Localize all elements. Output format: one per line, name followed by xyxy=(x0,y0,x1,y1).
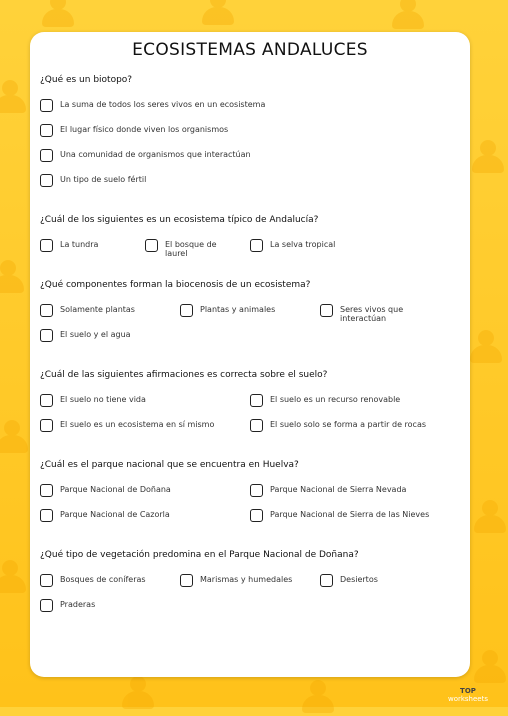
checkbox[interactable] xyxy=(40,149,53,162)
checkbox[interactable] xyxy=(40,174,53,187)
checkbox[interactable] xyxy=(250,484,263,497)
question-1: ¿Qué es un biotopo? xyxy=(40,75,133,85)
background-figure-icon xyxy=(0,80,28,116)
question-3: ¿Qué componentes forman la biocenosis de un ecosistema? xyxy=(40,280,311,290)
checkbox[interactable] xyxy=(40,304,53,317)
checkbox[interactable] xyxy=(40,124,53,137)
question-6: ¿Qué tipo de vegetación predomina en el Parque Nacional de Doñana? xyxy=(40,550,359,560)
background-figure-icon xyxy=(120,676,156,712)
background-figure-icon xyxy=(300,680,336,716)
checkbox[interactable] xyxy=(320,304,333,317)
checkbox[interactable] xyxy=(40,329,53,342)
background-figure-icon xyxy=(470,140,506,176)
background-figure-icon xyxy=(0,260,26,296)
worksheet-card: ECOSISTEMAS ANDALUCES ¿Qué es un biotopo? La suma de todos los seres vivos en un ecosistema El lugar físico donde viven los organismos Una comunidad de organismos que interactúan Un tipo de suelo fértil ¿Cuál de los siguientes es un ecosistema típico de Andalucía? La tundra El bosque de laurel La selva tropical ¿Qué componentes forman la biocenosis de un ecosistema? Solamente plantas Plantas y animales Seres vivos que interactúan El suelo y el agua ¿Cuál de las siguientes afirmaciones es correcta sobre el suelo? El suelo no tiene vida El suelo es un recurso renovable El suelo es un ecosistema en sí mismo El suelo solo se forma a partir de rocas ¿Cuál es el parque nacional que se encuentra en Huelva? Parque Nacional de Doñana Parque Nacional de Sierra Nevada Parque Nacional de Cazorla Parque Nacional de Sierra de las Nieves ¿Qué tipo de vegetación predomina en el Parque Nacional de Doñana? Bosques de coníferas Marismas y humedales Desiertos Praderas xyxy=(30,32,470,677)
checkbox[interactable] xyxy=(40,484,53,497)
background-figure-icon xyxy=(0,420,30,456)
question-5: ¿Cuál es el parque nacional que se encuentra en Huelva? xyxy=(40,460,299,470)
checkbox[interactable] xyxy=(250,509,263,522)
checkbox[interactable] xyxy=(40,419,53,432)
question-2: ¿Cuál de los siguientes es un ecosistema típico de Andalucía? xyxy=(40,215,319,225)
brand-logo-top: TOP xyxy=(460,687,476,695)
checkbox[interactable] xyxy=(40,394,53,407)
brand-logo-bottom: worksheets xyxy=(447,695,488,703)
checkbox[interactable] xyxy=(40,239,53,252)
background-figure-icon xyxy=(200,0,236,28)
checkbox[interactable] xyxy=(180,574,193,587)
checkbox[interactable] xyxy=(250,239,263,252)
checkbox[interactable] xyxy=(40,574,53,587)
background-figure-icon xyxy=(472,650,508,686)
question-4: ¿Cuál de las siguientes afirmaciones es correcta sobre el suelo? xyxy=(40,370,328,380)
checkbox[interactable] xyxy=(180,304,193,317)
background-figure-icon xyxy=(40,0,76,30)
worksheet-title: ECOSISTEMAS ANDALUCES xyxy=(132,40,368,60)
checkbox[interactable] xyxy=(250,394,263,407)
background-figure-icon xyxy=(468,330,504,366)
background-figure-icon xyxy=(472,500,508,536)
checkbox[interactable] xyxy=(40,599,53,612)
background-figure-icon xyxy=(390,0,426,32)
checkbox[interactable] xyxy=(145,239,158,252)
checkbox[interactable] xyxy=(40,99,53,112)
background-figure-icon xyxy=(0,560,28,596)
checkbox[interactable] xyxy=(40,509,53,522)
brand-logo xyxy=(448,687,488,703)
checkbox[interactable] xyxy=(320,574,333,587)
checkbox[interactable] xyxy=(250,419,263,432)
